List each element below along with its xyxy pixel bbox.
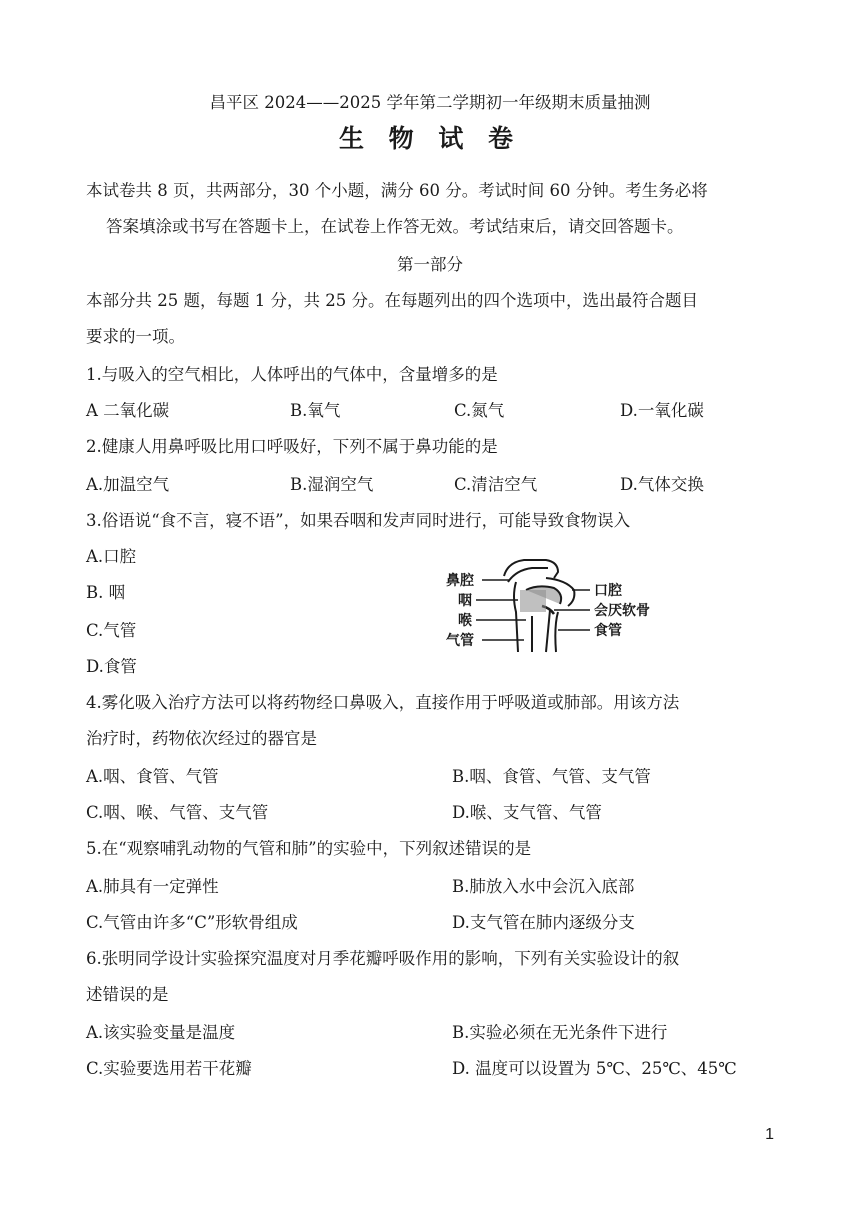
question-6-option-b: B.实验必须在无光条件下进行 (452, 1023, 668, 1042)
question-2-option-b: B.湿润空气 (290, 475, 374, 494)
question-4-option-a: A.咽、食管、气管 (86, 767, 219, 786)
exam-subtitle: 昌平区 2024——2025 学年第二学期初一年级期末质量抽测 (209, 93, 651, 112)
part-instruction-2: 要求的一项。 (86, 327, 185, 346)
part-instruction-1: 本部分共 25 题，每题 1 分，共 25 分。在每题列出的四个选项中，选出最符合题目 (86, 291, 698, 310)
throat-anatomy-diagram (446, 556, 676, 656)
question-1-option-b: B.氧气 (290, 401, 341, 420)
question-1-option-d: D.一氧化碳 (620, 401, 704, 420)
question-4-option-b: B.咽、食管、气管、支气管 (452, 767, 651, 786)
label-nasal-cavity: 鼻腔 (446, 573, 474, 589)
question-6-option-c: C.实验要选用若干花瓣 (86, 1059, 252, 1078)
question-5-option-a: A.肺具有一定弹性 (86, 877, 219, 896)
question-5-option-b: B.肺放入水中会沉入底部 (452, 877, 635, 896)
exam-title: 生 物 试 卷 (338, 124, 522, 153)
label-epiglottis: 会厌软骨 (594, 603, 650, 619)
question-5-option-c: C.气管由许多“C”形软骨组成 (86, 913, 298, 932)
label-trachea: 气管 (446, 633, 474, 649)
intro-line-1: 本试卷共 8 页，共两部分，30 个小题，满分 60 分。考试时间 60 分钟。考生务必将 (86, 181, 708, 200)
question-4-stem-1: 4.雾化吸入治疗方法可以将药物经口鼻吸入，直接作用于呼吸道或肺部。用该方法 (86, 693, 680, 712)
label-larynx: 喉 (458, 613, 472, 629)
question-5-option-d: D.支气管在肺内逐级分支 (452, 913, 635, 932)
page-number: 1 (765, 1126, 774, 1143)
question-3-option-b: B. 咽 (86, 583, 126, 602)
label-oral-cavity: 口腔 (594, 583, 622, 599)
question-3-option-c: C.气管 (86, 621, 137, 640)
question-4-stem-2: 治疗时，药物依次经过的器官是 (86, 729, 317, 748)
question-2-option-a: A.加温空气 (86, 475, 170, 494)
question-3-option-d: D.食管 (86, 657, 137, 676)
question-4-option-d: D.喉、支气管、气管 (452, 803, 602, 822)
part-heading: 第一部分 (397, 255, 463, 274)
question-6-option-a: A.该实验变量是温度 (86, 1023, 236, 1042)
question-1-option-a: A 二氧化碳 (86, 401, 170, 420)
question-6-stem-2: 述错误的是 (86, 985, 169, 1004)
question-3-stem: 3.俗语说“食不言，寝不语”，如果吞咽和发声同时进行，可能导致食物误入 (86, 511, 631, 530)
intro-line-2: 答案填涂或书写在答题卡上，在试卷上作答无效。考试结束后，请交回答题卡。 (106, 217, 684, 236)
question-1-option-c: C.氮气 (454, 401, 505, 420)
label-pharynx: 咽 (458, 593, 472, 609)
question-6-option-d: D. 温度可以设置为 5℃、25℃、45℃ (452, 1059, 737, 1078)
question-2-stem: 2.健康人用鼻呼吸比用口呼吸好，下列不属于鼻功能的是 (86, 437, 498, 456)
question-2-option-c: C.清洁空气 (454, 475, 538, 494)
question-4-option-c: C.咽、喉、气管、支气管 (86, 803, 269, 822)
question-3-option-a: A.口腔 (86, 547, 137, 566)
question-6-stem-1: 6.张明同学设计实验探究温度对月季花瓣呼吸作用的影响，下列有关实验设计的叙 (86, 949, 680, 968)
pharynx-shading (520, 590, 546, 612)
question-2-option-d: D.气体交换 (620, 475, 704, 494)
label-esophagus: 食管 (594, 623, 622, 639)
question-5-stem: 5.在“观察哺乳动物的气管和肺”的实验中，下列叙述错误的是 (86, 839, 532, 858)
question-1-stem: 1.与吸入的空气相比，人体呼出的气体中，含量增多的是 (86, 365, 498, 384)
